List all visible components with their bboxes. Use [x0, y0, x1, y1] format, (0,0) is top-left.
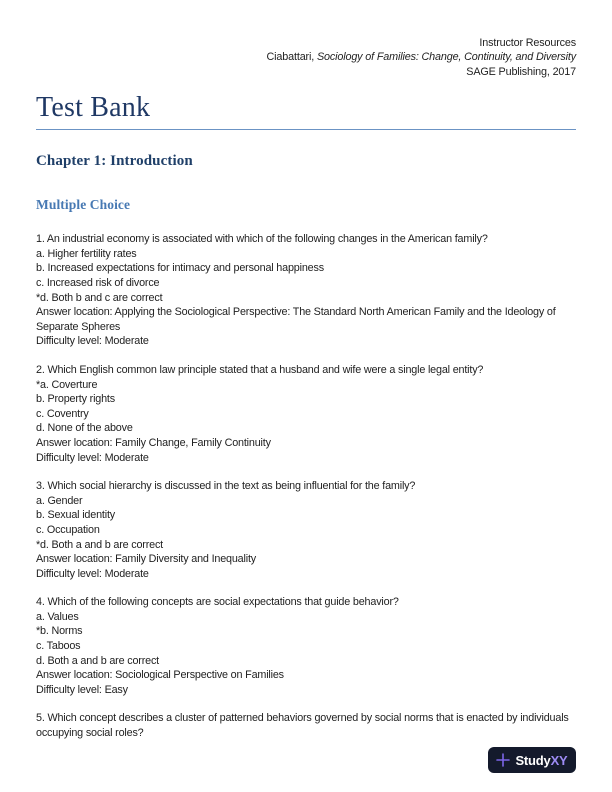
- question-line: *a. Coverture: [36, 378, 98, 391]
- studyxy-badge[interactable]: [488, 747, 576, 773]
- question-line: *b. Norms: [36, 625, 83, 638]
- plus-icon: [496, 753, 510, 767]
- header-publisher-line: SAGE Publishing, 2017: [466, 65, 576, 78]
- brand-text-primary: Study: [515, 752, 551, 768]
- question-line: c. Taboos: [36, 640, 81, 653]
- question-line: Answer location: Family Diversity and Inequality: [36, 553, 256, 566]
- document-header: [36, 36, 576, 79]
- question-block: [36, 711, 576, 740]
- question-line: c. Coventry: [36, 407, 89, 420]
- question-line: Difficulty level: Moderate: [36, 567, 149, 580]
- question-line: b. Increased expectations for intimacy and personal happiness: [36, 262, 324, 275]
- header-book-title: Sociology of Families: Change, Continuity, and Diversity: [316, 51, 576, 64]
- question-line: Difficulty level: Moderate: [36, 335, 149, 348]
- brand-text-accent: XY: [550, 752, 568, 768]
- question-line: Answer location: Family Change, Family Continuity: [36, 436, 271, 449]
- question-line: Difficulty level: Easy: [36, 683, 128, 696]
- question-line: 5. Which concept describes a cluster of patterned behaviors governed by social norms that is enacted by individuals occupying social roles?: [36, 712, 569, 740]
- question-block: [36, 363, 576, 465]
- question-block: [36, 479, 576, 581]
- question-line: c. Increased risk of divorce: [36, 277, 160, 289]
- question-line: 1. An industrial economy is associated with which of the following changes in the American family?: [36, 233, 488, 246]
- question-line: c. Occupation: [36, 523, 100, 536]
- question-line: b. Property rights: [36, 393, 115, 406]
- question-line: 2. Which English common law principle stated that a husband and wife were a single legal entity?: [36, 363, 484, 376]
- question-line: Answer location: Applying the Sociological Perspective: The Standard North American Family and the Ideology of Separate Spheres: [36, 306, 556, 333]
- page-title: Test Bank: [36, 92, 576, 130]
- section-heading: Multiple Choice: [36, 197, 131, 213]
- question-line: a. Values: [36, 610, 79, 623]
- question-line: *d. Both a and b are correct: [36, 538, 164, 551]
- chapter-heading: Chapter 1: Introduction: [36, 153, 193, 170]
- question-block: [36, 232, 576, 349]
- header-resources-line: Instructor Resources: [479, 37, 576, 49]
- question-line: d. None of the above: [36, 422, 133, 435]
- header-author: Ciabattari,: [266, 51, 317, 64]
- question-line: a. Gender: [36, 494, 83, 507]
- header-citation-line: [36, 50, 576, 64]
- question-line: Answer location: Sociological Perspective on Families: [36, 669, 284, 682]
- question-line: d. Both a and b are correct: [36, 654, 159, 667]
- brand-text: [515, 754, 567, 767]
- questions: [36, 232, 576, 740]
- question-line: b. Sexual identity: [36, 509, 115, 522]
- question-line: Difficulty level: Moderate: [36, 451, 149, 464]
- question-line: 4. Which of the following concepts are social expectations that guide behavior?: [36, 596, 399, 609]
- question-line: 3. Which social hierarchy is discussed in the text as being influential for the family?: [36, 480, 416, 493]
- question-block: [36, 595, 576, 697]
- question-line: a. Higher fertility rates: [36, 247, 137, 260]
- question-line: *d. Both b and c are correct: [36, 291, 163, 304]
